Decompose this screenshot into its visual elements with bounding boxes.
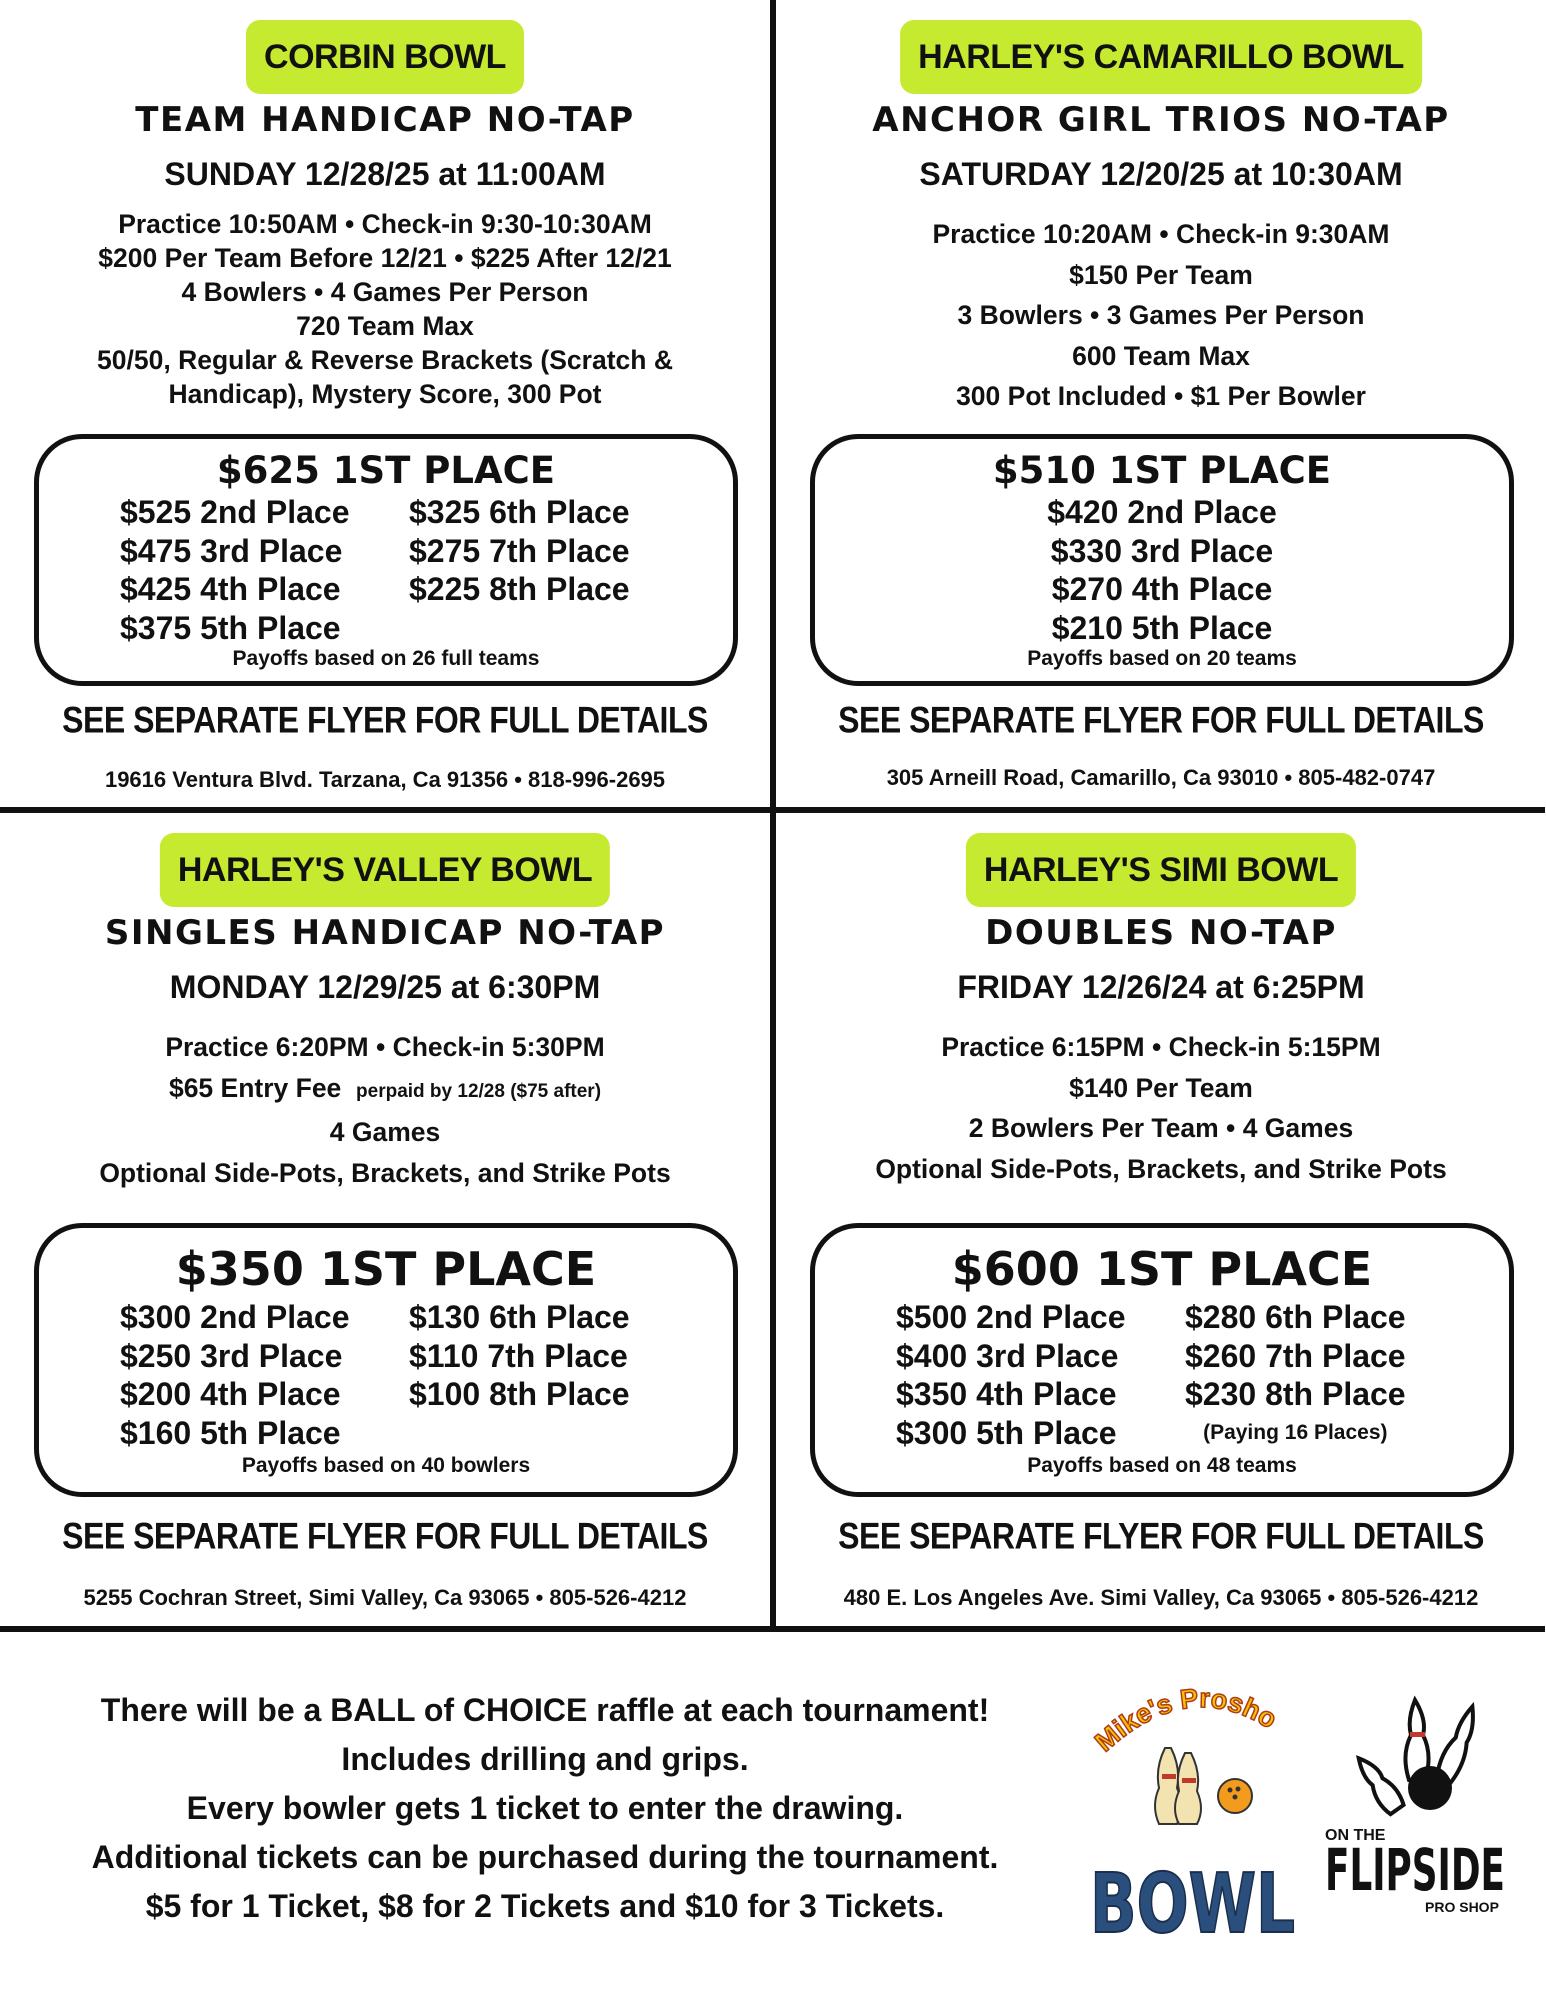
flyer-note: SEE SEPARATE FLYER FOR FULL DETAILS (62, 699, 708, 741)
event-date: SUNDAY 12/28/25 at 11:00AM (164, 156, 606, 192)
detail-line: Optional Side-Pots, Brackets, and Strike Pots (875, 1153, 1447, 1184)
event-title: ANCHOR GIRL TRIOS NO-TAP (872, 100, 1450, 140)
prize-list-left (896, 1298, 1125, 1452)
prize-item: $100 8th Place (409, 1376, 630, 1412)
flyer-note: SEE SEPARATE FLYER FOR FULL DETAILS (62, 1515, 708, 1557)
venue-badge: HARLEY'S VALLEY BOWL (160, 833, 610, 907)
detail-line: Handicap), Mystery Score, 300 Pot (168, 379, 602, 409)
detail-line: 600 Team Max (1072, 340, 1250, 371)
prize-item: $275 7th Place (409, 532, 630, 569)
prize-item: $110 7th Place (409, 1337, 628, 1374)
prize-box (34, 434, 738, 686)
tournament-camarillo-bowl (776, 0, 1546, 807)
detail-line: Practice 6:20PM • Check-in 5:30PM (165, 1032, 605, 1062)
venue-badge: CORBIN BOWL (246, 20, 524, 94)
raffle-line: Includes drilling and grips. (341, 1741, 749, 1777)
raffle-line: There will be a BALL of CHOICE raffle at each tournament! (100, 1692, 990, 1728)
tournament-valley-bowl-card (0, 813, 770, 1626)
entry-fee-note: perpaid by 12/28 ($75 after) (356, 1080, 602, 1102)
venue-badge: HARLEY'S CAMARILLO BOWL (900, 20, 1422, 94)
first-place-prize: $510 1ST PLACE (992, 449, 1332, 492)
prize-item: $350 4th Place (896, 1376, 1117, 1412)
prize-item: $420 2nd Place (1047, 494, 1277, 530)
event-title: DOUBLES NO-TAP (985, 913, 1337, 953)
prize-item: $400 3rd Place (896, 1337, 1119, 1374)
svg-text:Mike's Proshop (1090, 1678, 1282, 1757)
prize-list-left (120, 1298, 349, 1452)
entry-fee: $65 Entry Fee (168, 1072, 342, 1103)
prize-item: $300 5th Place (896, 1414, 1117, 1451)
prize-item: $230 8th Place (1185, 1376, 1406, 1412)
venue-address: 5255 Cochran Street, Simi Valley, Ca 93065 • 805-526-4212 (83, 1585, 687, 1610)
event-date: MONDAY 12/29/25 at 6:30PM (169, 969, 601, 1005)
detail-line: 4 Bowlers • 4 Games Per Person (181, 277, 589, 307)
venue-address: 305 Arneill Road, Camarillo, Ca 93010 • 805-482-0747 (886, 765, 1436, 790)
prize-item: $210 5th Place (1051, 609, 1273, 646)
bowling-pins-icon (1155, 1748, 1201, 1824)
prize-item: $250 3rd Place (120, 1337, 343, 1374)
prize-item: $270 4th Place (1051, 571, 1273, 607)
prize-list (815, 493, 1509, 647)
raffle-line: $5 for 1 Ticket, $8 for 2 Tickets and $10 for 3 Tickets. (145, 1888, 945, 1924)
prize-box (810, 1223, 1514, 1497)
event-details (776, 1027, 1546, 1189)
raffle-line: Additional tickets can be purchased during the tournament. (91, 1839, 999, 1875)
prize-list-right (409, 1298, 630, 1414)
flipside-wordmark: FLIPSIDE (1325, 1836, 1505, 1904)
prize-item: $200 4th Place (120, 1376, 341, 1412)
event-date: SATURDAY 12/20/25 at 10:30AM (919, 156, 1403, 192)
detail-line: 3 Bowlers • 3 Games Per Person (957, 300, 1365, 330)
detail-line: Practice 6:15PM • Check-in 5:15PM (941, 1032, 1381, 1062)
event-title: SINGLES HANDICAP NO-TAP (104, 913, 666, 953)
raffle-line: Every bowler gets 1 ticket to enter the drawing. (186, 1790, 904, 1826)
flipside-proshop-logo (1315, 1690, 1515, 1920)
prize-item: $500 2nd Place (896, 1299, 1126, 1335)
bowling-ball-icon (1408, 1766, 1452, 1810)
flyer-note: SEE SEPARATE FLYER FOR FULL DETAILS (838, 1515, 1484, 1557)
prize-item: $130 6th Place (409, 1299, 630, 1335)
detail-line: 720 Team Max (296, 311, 474, 341)
event-title: TEAM HANDICAP NO-TAP (135, 100, 635, 140)
payoff-note: Payoffs based on 40 bowlers (241, 1454, 531, 1477)
event-details (0, 1027, 770, 1193)
prize-item: $475 3rd Place (120, 532, 343, 569)
first-place-prize: $600 1ST PLACE (951, 1242, 1373, 1296)
venue-address: 480 E. Los Angeles Ave. Simi Valley, Ca 93065 • 805-526-4212 (843, 1585, 1479, 1610)
tournament-corbin-bowl (0, 0, 770, 807)
venue-badge: HARLEY'S SIMI BOWL (966, 833, 1356, 907)
bowling-ball-icon (1218, 1779, 1252, 1813)
mikes-proshop-logo (1090, 1678, 1290, 1848)
event-date: FRIDAY 12/26/24 at 6:25PM (957, 969, 1365, 1005)
raffle-info (20, 1686, 1070, 1931)
prize-list-right (409, 493, 630, 609)
detail-line: Optional Side-Pots, Brackets, and Strike Pots (99, 1157, 671, 1188)
venue-address: 19616 Ventura Blvd. Tarzana, Ca 91356 • 818-996-2695 (104, 767, 666, 792)
prize-item: $225 8th Place (409, 571, 630, 607)
event-details (776, 214, 1546, 417)
payoff-note: Payoffs based on 20 teams (1027, 647, 1297, 670)
detail-line: Practice 10:50AM • Check-in 9:30-10:30AM (118, 209, 652, 239)
detail-line: 50/50, Regular & Reverse Brackets (Scratch & (97, 345, 673, 375)
tournament-simi-bowl (776, 813, 1546, 1626)
detail-line: $150 Per Team (1069, 259, 1253, 290)
detail-line: 300 Pot Included • $1 Per Bowler (956, 381, 1366, 411)
prize-item: $300 2nd Place (120, 1299, 350, 1335)
prize-item: $375 5th Place (120, 609, 341, 646)
detail-line: Practice 10:20AM • Check-in 9:30AM (932, 219, 1390, 249)
flipside-top-text: ON THE (1325, 1827, 1386, 1844)
prize-item: $325 6th Place (409, 494, 630, 530)
detail-line: $200 Per Team Before 12/21 • $225 After 12/21 (98, 243, 672, 273)
prize-list-left (120, 493, 349, 647)
first-place-prize: $625 1ST PLACE (216, 449, 556, 492)
detail-line: 4 Games (329, 1117, 441, 1147)
divider-horizontal (0, 1626, 1545, 1632)
mikes-proshop-wordmark: Mike's Prosho (1090, 1683, 1282, 1758)
detail-line: 2 Bowlers Per Team • 4 Games (968, 1113, 1354, 1143)
prize-note: (Paying 16 Places) (1203, 1420, 1388, 1444)
prize-list-right (1185, 1298, 1406, 1452)
prize-item: $280 6th Place (1185, 1299, 1406, 1335)
prize-item: $160 5th Place (120, 1414, 341, 1451)
prize-item: $525 2nd Place (120, 494, 350, 530)
entry-fee-line (0, 1068, 770, 1113)
detail-line: $140 Per Team (1069, 1072, 1253, 1103)
payoff-note: Payoffs based on 26 full teams (232, 647, 540, 670)
flipside-sub-text: PRO SHOP (1425, 1899, 1499, 1915)
flyer-note: SEE SEPARATE FLYER FOR FULL DETAILS (838, 699, 1484, 741)
prize-item: $260 7th Place (1185, 1337, 1406, 1374)
prize-box (810, 434, 1514, 686)
first-place-prize: $350 1ST PLACE (175, 1242, 597, 1296)
prize-item: $330 3rd Place (1050, 532, 1274, 569)
bowl-logo (1085, 1850, 1305, 1952)
prize-item: $425 4th Place (120, 571, 341, 607)
event-details (0, 207, 770, 411)
bowl-wordmark: BOWL (1090, 1857, 1295, 1952)
payoff-note: Payoffs based on 48 teams (1027, 1454, 1297, 1477)
prize-box (34, 1223, 738, 1497)
